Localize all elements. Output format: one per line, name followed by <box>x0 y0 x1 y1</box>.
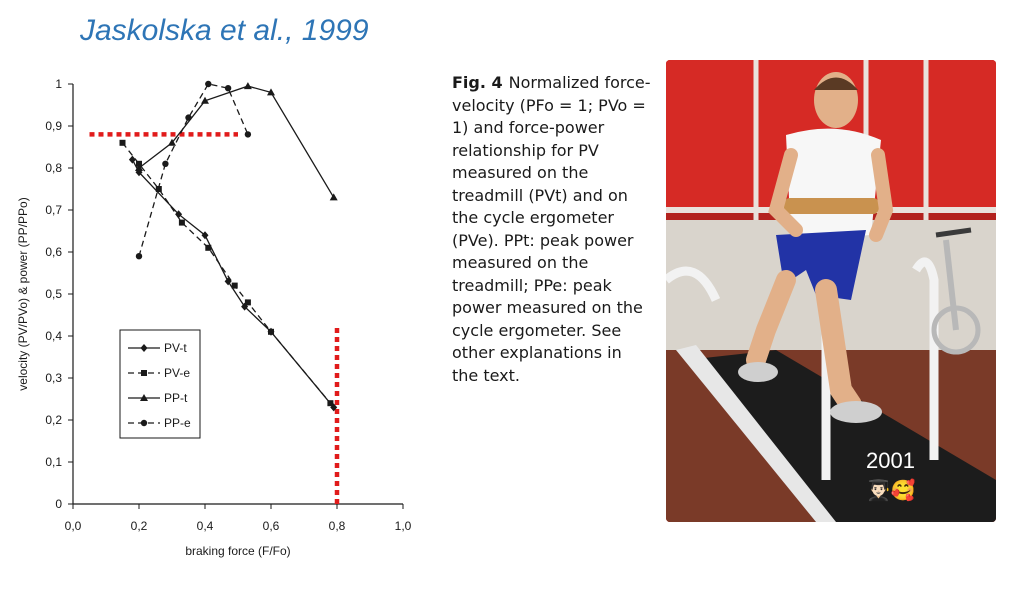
legend-label-pv-t: PV-t <box>164 341 187 355</box>
y-axis-label: velocity (PV/PVo) & power (PP/PPo) <box>16 197 30 391</box>
legend-marker-pp-e <box>141 420 147 426</box>
legend-label-pp-e: PP-e <box>164 416 191 430</box>
y-tick-label: 1 <box>55 77 62 91</box>
data-point-pv-t <box>129 156 136 164</box>
photo-illustration <box>666 60 996 522</box>
slide-title: Jaskolska et al., 1999 <box>80 14 369 47</box>
data-point-pv-t <box>202 231 209 239</box>
y-tick-label: 0,1 <box>45 455 62 469</box>
data-point-pp-e <box>225 85 231 91</box>
force-velocity-chart <box>0 0 440 595</box>
data-point-pp-e <box>185 114 191 120</box>
x-axis-label: braking force (F/Fo) <box>185 544 291 558</box>
legend-marker-pv-e <box>141 370 147 376</box>
data-point-pp-t <box>330 193 338 200</box>
y-tick-label: 0,3 <box>45 371 62 385</box>
y-tick-label: 0,7 <box>45 203 62 217</box>
data-point-pv-e <box>205 245 211 251</box>
data-point-pp-e <box>245 131 251 137</box>
data-point-pp-e <box>136 253 142 259</box>
photo-year-label: 2001 <box>866 448 915 473</box>
y-tick-label: 0,2 <box>45 413 62 427</box>
figure-label: Fig. 4 <box>452 73 503 92</box>
data-point-pv-e <box>327 400 333 406</box>
series-line-pp-t <box>139 86 334 197</box>
y-tick-label: 0,9 <box>45 119 62 133</box>
data-point-pv-e <box>245 299 251 305</box>
x-tick-label: 0,4 <box>196 519 214 533</box>
legend-label-pp-t: PP-t <box>164 391 188 405</box>
data-point-pv-e <box>179 220 185 226</box>
y-tick-label: 0,5 <box>45 287 62 301</box>
figure-caption <box>452 72 652 387</box>
x-tick-label: 0,6 <box>262 519 280 533</box>
data-point-pp-t <box>244 82 252 89</box>
legend-label-pv-e: PV-e <box>164 366 191 380</box>
x-tick-label: 0,0 <box>64 519 82 533</box>
series-line-pp-e <box>139 84 248 256</box>
y-tick-label: 0 <box>55 497 62 511</box>
data-point-pp-e <box>162 161 168 167</box>
treadmill-photo <box>666 60 996 522</box>
data-point-pv-e <box>232 283 238 289</box>
y-tick-label: 0,8 <box>45 161 62 175</box>
data-point-pp-e <box>205 81 211 87</box>
photo-emoji: 👨🏻‍🎓🥰 <box>866 478 916 502</box>
data-point-pv-e <box>120 140 126 146</box>
data-point-pv-e <box>268 329 274 335</box>
x-tick-label: 0,2 <box>130 519 148 533</box>
x-tick-label: 1,0 <box>394 519 412 533</box>
y-tick-label: 0,6 <box>45 245 62 259</box>
caption-text: Normalized force-velocity (PFo = 1; PVo = 1) and force-power relationship for PV measured on the treadmill (PVt) and on the cycle ergometer (PVe). PPt: peak power measured on the treadmill; PPe: peak power measured on the cycle ergometer. See other explanations in the text. <box>452 73 651 385</box>
y-tick-label: 0,4 <box>45 329 62 343</box>
x-tick-label: 0,8 <box>328 519 346 533</box>
